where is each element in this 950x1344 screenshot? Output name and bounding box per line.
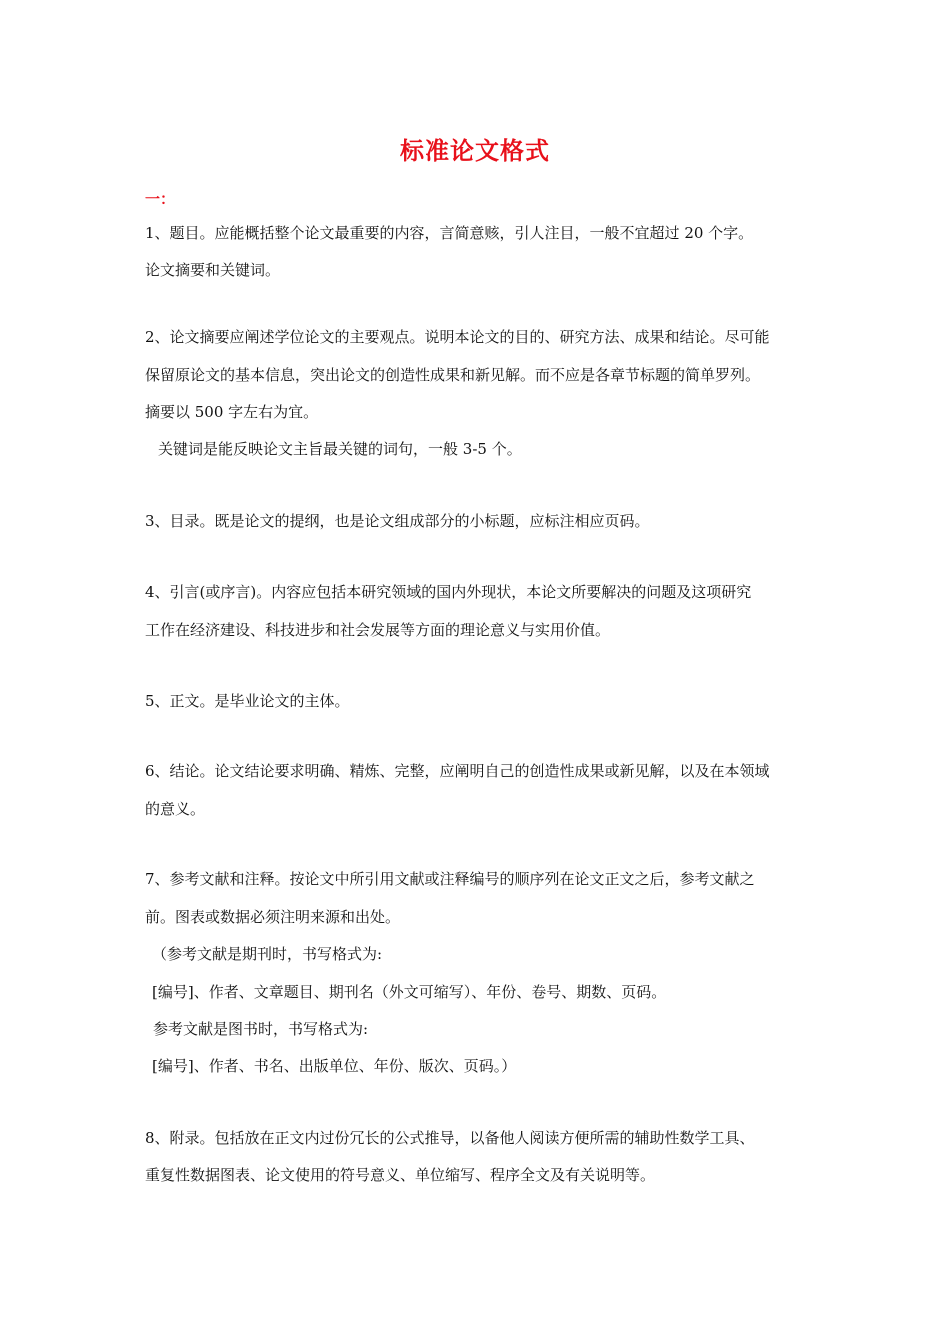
reference-journal-intro: （参考文献是期刊时，书写格式为:: [152, 945, 383, 963]
item-2-line-2: 保留原论文的基本信息，突出论文的创造性成果和新见解。而不应是各章节标题的简单罗列。: [145, 366, 761, 384]
reference-book-intro: 参考文献是图书时，书写格式为:: [153, 1020, 369, 1038]
item-2-line-1: 2、论文摘要应阐述学位论文的主要观点。说明本论文的目的、研究方法、成果和结论。尽可能: [145, 328, 770, 346]
document-title: 标准论文格式: [400, 136, 550, 165]
item-4-line-2: 工作在经济建设、科技进步和社会发展等方面的理论意义与实用价值。: [145, 621, 611, 639]
item-6-line-2: 的意义。: [145, 800, 206, 818]
reference-book-format: [编号]、作者、书名、出版单位、年份、版次、页码。）: [152, 1057, 517, 1075]
item-5-line-1: 5、正文。是毕业论文的主体。: [145, 692, 350, 710]
keywords-line: 关键词是能反映论文主旨最关键的词句，一般 3-5 个。: [158, 440, 522, 458]
reference-journal-format: [编号]、作者、文章题目、期刊名（外文可缩写）、年份、卷号、期数、页码。: [152, 983, 667, 1001]
item-8-line-2: 重复性数据图表、论文使用的符号意义、单位缩写、程序全文及有关说明等。: [145, 1166, 656, 1184]
item-7-line-1: 7、参考文献和注释。按论文中所引用文献或注释编号的顺序列在论文正文之后，参考文献之: [145, 870, 755, 888]
item-1-line-2: 论文摘要和关键词。: [145, 261, 281, 279]
item-3-line-1: 3、目录。既是论文的提纲，也是论文组成部分的小标题，应标注相应页码。: [145, 512, 650, 530]
section-marker: 一：: [145, 190, 176, 208]
item-7-line-2: 前。图表或数据必须注明来源和出处。: [145, 908, 401, 926]
item-8-line-1: 8、附录。包括放在正文内过份冗长的公式推导，以备他人阅读方便所需的辅助性数学工具、: [145, 1129, 755, 1147]
item-6-line-1: 6、结论。论文结论要求明确、精炼、完整，应阐明自己的创造性成果或新见解，以及在本领域: [145, 762, 770, 780]
item-1-line-1: 1、题目。应能概括整个论文最重要的内容，言简意赅，引人注目，一般不宜超过 20 个字。: [145, 224, 754, 242]
item-2-line-3: 摘要以 500 字左右为宜。: [145, 403, 319, 421]
item-4-line-1: 4、引言(或序言)。内容应包括本研究领域的国内外现状，本论文所要解决的问题及这项研究: [145, 583, 752, 601]
